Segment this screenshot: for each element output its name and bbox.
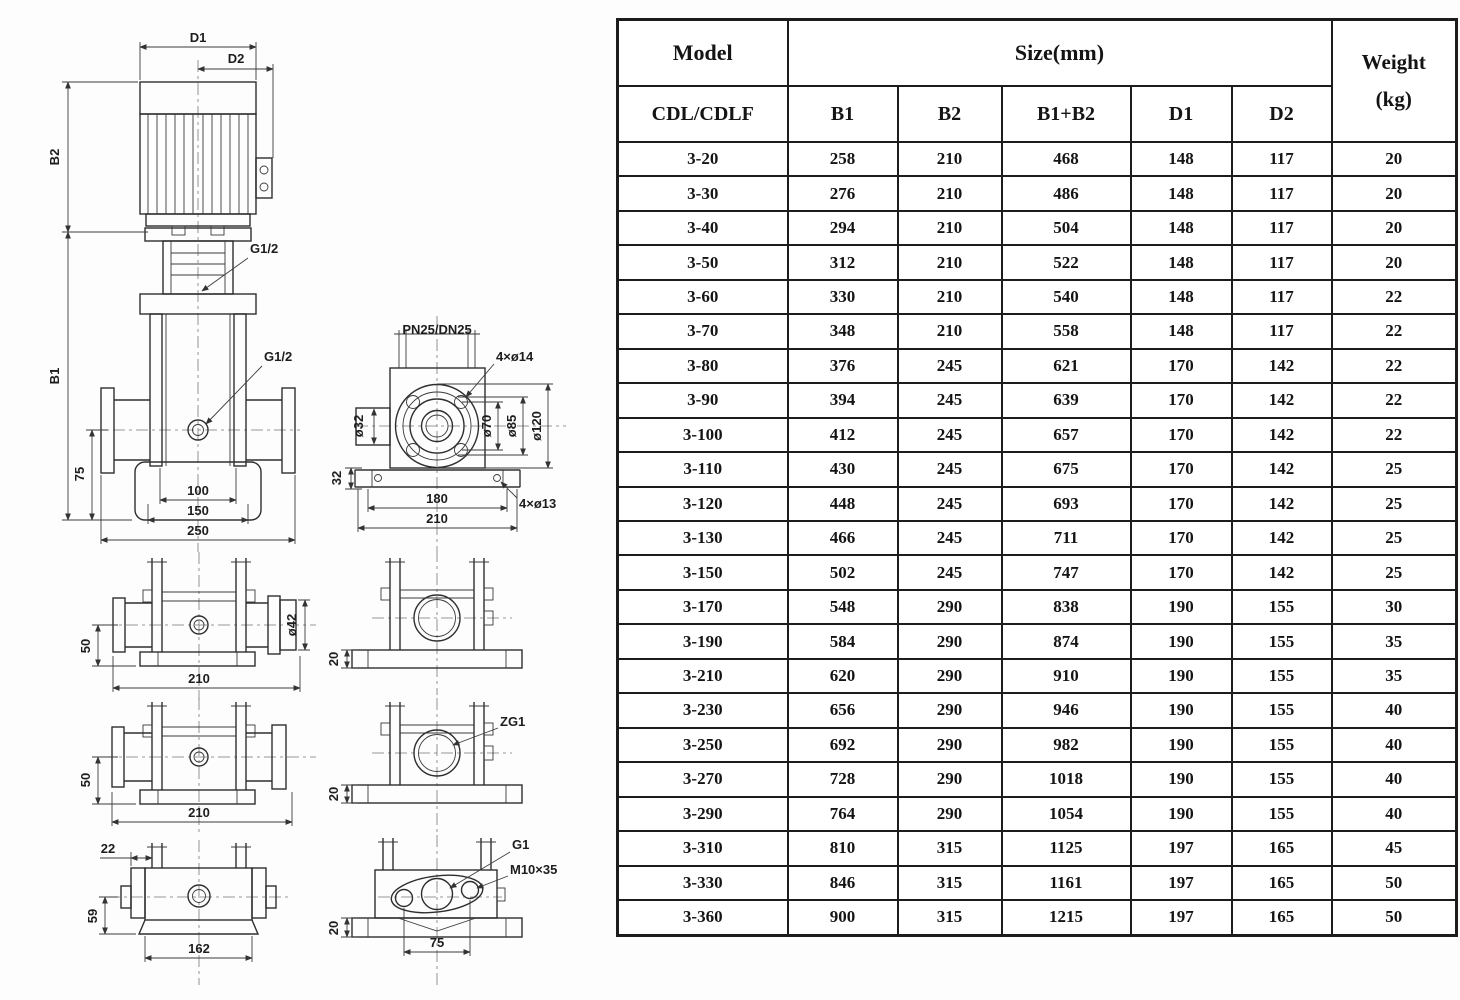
inline-side-view-top <box>78 552 316 700</box>
cell-d1: 190 <box>1131 590 1232 624</box>
dim-label-210-flange: 210 <box>426 511 448 526</box>
cell-b1: 348 <box>788 314 898 348</box>
cell-weight: 40 <box>1332 693 1457 727</box>
cell-model: 3-90 <box>618 383 788 417</box>
cell-weight: 25 <box>1332 555 1457 589</box>
cell-d1: 148 <box>1131 280 1232 314</box>
cell-weight: 22 <box>1332 418 1457 452</box>
header-row-2 <box>618 86 1457 142</box>
cell-b1: 656 <box>788 693 898 727</box>
cell-model: 3-270 <box>618 762 788 796</box>
cell-b2: 290 <box>898 659 1002 693</box>
cell-weight: 45 <box>1332 831 1457 865</box>
cell-model: 3-50 <box>618 245 788 279</box>
cell-model: 3-60 <box>618 280 788 314</box>
dim-label-22: 22 <box>100 841 116 856</box>
cell-b1: 728 <box>788 762 898 796</box>
table-row <box>618 280 1457 314</box>
cell-b2: 290 <box>898 624 1002 658</box>
table-row <box>618 866 1457 900</box>
cell-model: 3-170 <box>618 590 788 624</box>
cell-b2: 315 <box>898 866 1002 900</box>
cell-d1: 190 <box>1131 659 1232 693</box>
cell-b2: 245 <box>898 452 1002 486</box>
table-row <box>618 590 1457 624</box>
cell-b1b2: 639 <box>1002 383 1131 417</box>
table-row <box>618 624 1457 658</box>
cell-b2: 245 <box>898 521 1002 555</box>
cell-weight: 20 <box>1332 142 1457 176</box>
dim-label-32: 32 <box>329 470 344 486</box>
table-row <box>618 487 1457 521</box>
cell-model: 3-120 <box>618 487 788 521</box>
cell-b1b2: 1161 <box>1002 866 1131 900</box>
table-row <box>618 349 1457 383</box>
cell-d2: 117 <box>1232 142 1332 176</box>
table-row <box>618 211 1457 245</box>
dim-label-g1: G1 <box>512 837 530 852</box>
table-row <box>618 142 1457 176</box>
cell-b1b2: 657 <box>1002 418 1131 452</box>
cell-weight: 25 <box>1332 452 1457 486</box>
cell-d2: 155 <box>1232 728 1332 762</box>
cell-b1: 294 <box>788 211 898 245</box>
cell-b1b2: 1125 <box>1002 831 1131 865</box>
cell-d1: 197 <box>1131 866 1232 900</box>
cell-d2: 142 <box>1232 349 1332 383</box>
cell-b1b2: 711 <box>1002 521 1131 555</box>
cell-weight: 35 <box>1332 624 1457 658</box>
cell-b1b2: 1215 <box>1002 900 1131 936</box>
cell-weight: 25 <box>1332 521 1457 555</box>
cell-weight: 30 <box>1332 590 1457 624</box>
dim-label-180: 180 <box>426 491 448 506</box>
cell-b1: 584 <box>788 624 898 658</box>
cell-b2: 290 <box>898 693 1002 727</box>
dim-label-d85: ø85 <box>504 414 519 438</box>
cell-d2: 142 <box>1232 452 1332 486</box>
cell-b1b2: 522 <box>1002 245 1131 279</box>
cell-d2: 155 <box>1232 693 1332 727</box>
front-elevation-view <box>47 30 300 552</box>
cell-weight: 40 <box>1332 728 1457 762</box>
col-header-b2: B2 <box>898 86 1002 142</box>
cell-d2: 165 <box>1232 900 1332 936</box>
cell-d1: 170 <box>1131 487 1232 521</box>
cell-d2: 165 <box>1232 866 1332 900</box>
dim-label-210-top: 210 <box>188 671 210 686</box>
cell-d2: 155 <box>1232 624 1332 658</box>
cell-d2: 142 <box>1232 383 1332 417</box>
cell-b1: 394 <box>788 383 898 417</box>
cell-d2: 117 <box>1232 176 1332 210</box>
table-row <box>618 693 1457 727</box>
cell-model: 3-190 <box>618 624 788 658</box>
table-row <box>618 555 1457 589</box>
cell-d1: 190 <box>1131 693 1232 727</box>
cell-weight: 22 <box>1332 349 1457 383</box>
cell-b2: 245 <box>898 383 1002 417</box>
dim-label-d120: ø120 <box>529 411 544 441</box>
cell-b1: 764 <box>788 797 898 831</box>
cell-model: 3-210 <box>618 659 788 693</box>
dim-label-162: 162 <box>188 941 210 956</box>
cell-d2: 117 <box>1232 314 1332 348</box>
dim-label-150: 150 <box>187 503 209 518</box>
cell-d1: 170 <box>1131 452 1232 486</box>
cell-b2: 210 <box>898 314 1002 348</box>
cell-d1: 197 <box>1131 831 1232 865</box>
cell-b2: 315 <box>898 831 1002 865</box>
cell-d1: 170 <box>1131 349 1232 383</box>
cell-d1: 190 <box>1131 624 1232 658</box>
table-row <box>618 728 1457 762</box>
dim-label-g12-port: G1/2 <box>264 349 293 364</box>
cell-weight: 22 <box>1332 383 1457 417</box>
flange-title: PN25/DN25 <box>402 322 472 337</box>
cell-model: 3-110 <box>618 452 788 486</box>
cell-model: 3-330 <box>618 866 788 900</box>
port-side-view-middle <box>326 698 525 836</box>
table-row <box>618 314 1457 348</box>
cell-d1: 170 <box>1131 383 1232 417</box>
dim-label-b1: B1 <box>47 367 62 385</box>
technical-drawings <box>0 0 615 1000</box>
cell-model: 3-80 <box>618 349 788 383</box>
cell-b2: 210 <box>898 176 1002 210</box>
cell-b2: 245 <box>898 555 1002 589</box>
cell-b1: 502 <box>788 555 898 589</box>
cell-d2: 155 <box>1232 659 1332 693</box>
table-row <box>618 762 1457 796</box>
cell-b2: 210 <box>898 211 1002 245</box>
table-row <box>618 418 1457 452</box>
dim-label-50-top: 50 <box>78 638 93 654</box>
cell-b1b2: 1054 <box>1002 797 1131 831</box>
cell-b1b2: 982 <box>1002 728 1131 762</box>
cell-b2: 245 <box>898 349 1002 383</box>
cell-d1: 148 <box>1131 142 1232 176</box>
weight-label-line1: Weight <box>1361 50 1426 74</box>
table-row <box>618 245 1457 279</box>
cell-d2: 155 <box>1232 762 1332 796</box>
dim-label-m10x35: M10×35 <box>510 862 558 877</box>
cell-d2: 117 <box>1232 280 1332 314</box>
cell-model: 3-150 <box>618 555 788 589</box>
cell-b2: 290 <box>898 797 1002 831</box>
cell-d1: 190 <box>1131 728 1232 762</box>
cell-b1: 312 <box>788 245 898 279</box>
port-side-view-top <box>326 550 522 695</box>
dim-label-75-bottom: 75 <box>429 935 445 950</box>
cell-b1: 692 <box>788 728 898 762</box>
cell-weight: 40 <box>1332 762 1457 796</box>
cell-model: 3-30 <box>618 176 788 210</box>
cell-b1: 548 <box>788 590 898 624</box>
table-row <box>618 659 1457 693</box>
table-row <box>618 452 1457 486</box>
port-side-view-bottom <box>326 835 557 988</box>
cell-d1: 197 <box>1131 900 1232 936</box>
cell-b1: 376 <box>788 349 898 383</box>
dim-label-59: 59 <box>85 908 100 924</box>
cell-model: 3-20 <box>618 142 788 176</box>
cell-weight: 20 <box>1332 176 1457 210</box>
dim-label-20-bottom: 20 <box>326 920 341 936</box>
cell-model: 3-100 <box>618 418 788 452</box>
cell-b1: 258 <box>788 142 898 176</box>
cell-b1b2: 910 <box>1002 659 1131 693</box>
dim-label-b2: B2 <box>47 148 62 166</box>
cell-b1b2: 468 <box>1002 142 1131 176</box>
cell-model: 3-290 <box>618 797 788 831</box>
cell-b2: 245 <box>898 418 1002 452</box>
dim-label-zg1: ZG1 <box>500 714 526 729</box>
cell-d1: 148 <box>1131 211 1232 245</box>
cell-weight: 20 <box>1332 245 1457 279</box>
cell-d1: 170 <box>1131 418 1232 452</box>
dim-label-d2: D2 <box>227 51 245 66</box>
cell-weight: 25 <box>1332 487 1457 521</box>
cell-b2: 210 <box>898 280 1002 314</box>
cell-b1b2: 1018 <box>1002 762 1131 796</box>
table-row <box>618 383 1457 417</box>
col-header-model: Model <box>618 20 788 87</box>
cell-d1: 148 <box>1131 245 1232 279</box>
cell-b1b2: 540 <box>1002 280 1131 314</box>
cell-weight: 20 <box>1332 211 1457 245</box>
cell-d2: 142 <box>1232 521 1332 555</box>
cell-b2: 210 <box>898 245 1002 279</box>
cell-weight: 22 <box>1332 314 1457 348</box>
col-header-b1b2: B1+B2 <box>1002 86 1131 142</box>
cell-b1b2: 558 <box>1002 314 1131 348</box>
cell-b1: 276 <box>788 176 898 210</box>
cell-b1b2: 621 <box>1002 349 1131 383</box>
col-header-weight <box>1332 20 1457 143</box>
cell-d2: 165 <box>1232 831 1332 865</box>
cell-d2: 155 <box>1232 590 1332 624</box>
cell-d1: 190 <box>1131 762 1232 796</box>
inline-side-view-middle <box>78 698 316 836</box>
dim-label-20-top: 20 <box>326 651 341 667</box>
dim-label-50-mid: 50 <box>78 772 93 788</box>
cell-b2: 210 <box>898 142 1002 176</box>
cell-b1b2: 675 <box>1002 452 1131 486</box>
cell-weight: 50 <box>1332 866 1457 900</box>
dim-label-d32: ø32 <box>351 414 366 438</box>
weight-label-line2: (kg) <box>1375 87 1412 111</box>
dimension-table-container <box>616 18 1458 937</box>
cell-b1b2: 504 <box>1002 211 1131 245</box>
cell-d2: 117 <box>1232 211 1332 245</box>
header-row-1 <box>618 20 1457 87</box>
cell-b2: 315 <box>898 900 1002 936</box>
table-body <box>618 142 1457 936</box>
cell-b1: 466 <box>788 521 898 555</box>
cell-b1: 330 <box>788 280 898 314</box>
dim-label-210-mid: 210 <box>188 805 210 820</box>
cell-b2: 290 <box>898 728 1002 762</box>
cell-d1: 190 <box>1131 797 1232 831</box>
cell-model: 3-130 <box>618 521 788 555</box>
cell-b1b2: 486 <box>1002 176 1131 210</box>
inline-side-view-bottom <box>85 840 292 985</box>
cell-model: 3-250 <box>618 728 788 762</box>
cell-d2: 142 <box>1232 487 1332 521</box>
cell-weight: 50 <box>1332 900 1457 936</box>
cell-weight: 40 <box>1332 797 1457 831</box>
cell-d2: 142 <box>1232 418 1332 452</box>
cell-d1: 148 <box>1131 176 1232 210</box>
cell-d1: 170 <box>1131 555 1232 589</box>
dimension-table <box>616 18 1458 937</box>
cell-d2: 117 <box>1232 245 1332 279</box>
dim-label-20-mid: 20 <box>326 786 341 802</box>
cell-b1: 430 <box>788 452 898 486</box>
dim-label-75: 75 <box>72 466 87 482</box>
cell-b1: 620 <box>788 659 898 693</box>
cell-b1: 846 <box>788 866 898 900</box>
table-row <box>618 900 1457 936</box>
flange-top-view <box>329 316 566 550</box>
col-header-d1: D1 <box>1131 86 1232 142</box>
col-header-b1: B1 <box>788 86 898 142</box>
table-row <box>618 521 1457 555</box>
cell-b1b2: 747 <box>1002 555 1131 589</box>
cell-b1b2: 693 <box>1002 487 1131 521</box>
table-row <box>618 831 1457 865</box>
col-header-size-group: Size(mm) <box>788 20 1332 87</box>
cell-b1b2: 838 <box>1002 590 1131 624</box>
cell-model: 3-230 <box>618 693 788 727</box>
cell-b1b2: 946 <box>1002 693 1131 727</box>
cell-d1: 148 <box>1131 314 1232 348</box>
cell-d2: 142 <box>1232 555 1332 589</box>
cell-model: 3-310 <box>618 831 788 865</box>
cell-b1: 900 <box>788 900 898 936</box>
cell-weight: 35 <box>1332 659 1457 693</box>
dim-label-g12-head: G1/2 <box>250 241 279 256</box>
dim-label-4xd14: 4×ø14 <box>496 349 534 364</box>
cell-b1: 448 <box>788 487 898 521</box>
cell-b1b2: 874 <box>1002 624 1131 658</box>
cell-b2: 245 <box>898 487 1002 521</box>
cell-model: 3-360 <box>618 900 788 936</box>
terminal-box <box>256 158 272 198</box>
cell-b1: 412 <box>788 418 898 452</box>
cell-d1: 170 <box>1131 521 1232 555</box>
dim-label-d70: ø70 <box>479 414 494 438</box>
table-row <box>618 176 1457 210</box>
cell-d2: 155 <box>1232 797 1332 831</box>
cell-model: 3-40 <box>618 211 788 245</box>
col-header-model-series: CDL/CDLF <box>618 86 788 142</box>
cell-b1: 810 <box>788 831 898 865</box>
dim-label-100: 100 <box>187 483 209 498</box>
cell-b2: 290 <box>898 762 1002 796</box>
cell-model: 3-70 <box>618 314 788 348</box>
dim-label-d1: D1 <box>189 30 207 45</box>
dim-label-d42: ø42 <box>284 613 299 637</box>
cell-b2: 290 <box>898 590 1002 624</box>
dim-label-4xd13: 4×ø13 <box>519 496 557 511</box>
col-header-d2: D2 <box>1232 86 1332 142</box>
table-row <box>618 797 1457 831</box>
cell-weight: 22 <box>1332 280 1457 314</box>
dim-label-250: 250 <box>187 523 209 538</box>
